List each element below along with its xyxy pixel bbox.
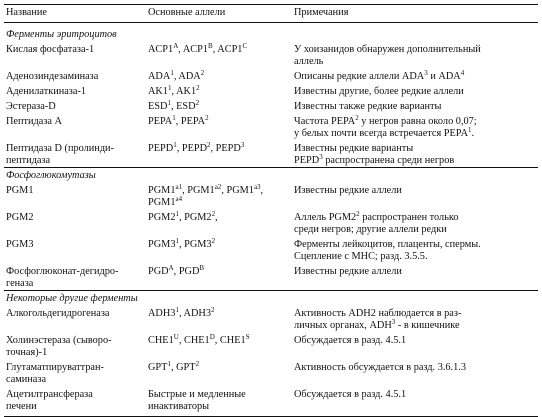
table-row: [4, 263, 538, 291]
text-run: , ADH3: [178, 308, 212, 319]
enzyme-name-cell: [4, 386, 146, 417]
text-run: PGM2: [148, 212, 176, 223]
header-notes: Примечания: [294, 7, 349, 18]
enzyme-name-line: Фосфоглюконат-дегидро-: [6, 266, 119, 277]
enzyme-name-line: PGM2: [6, 212, 34, 223]
section-title: Фосфоглюкомутазы: [4, 168, 538, 183]
text-run: личных органах, ADH: [294, 320, 392, 331]
enzyme-name-line: печени: [6, 401, 37, 412]
text-run: Сцепление с MHC; разд. 3.5.5.: [294, 251, 428, 262]
text-line: [294, 185, 536, 197]
enzyme-name-line: Ацетилтрансфераза: [6, 389, 93, 400]
alleles-cell: [146, 359, 292, 386]
superscript: 2: [196, 84, 200, 92]
superscript: 3: [319, 153, 323, 161]
notes-cell: [292, 182, 538, 209]
text-run: , PEPA: [175, 116, 206, 127]
table-row: [4, 41, 538, 68]
enzyme-name-line: точная)-1: [6, 347, 48, 358]
alleles-cell: [146, 386, 292, 417]
text-run: Обсуждается в разд. 4.5.1: [294, 389, 407, 400]
superscript: 2: [211, 210, 216, 218]
enzyme-name-line: Аденозиндезаминаза: [6, 71, 99, 82]
text-line: [294, 128, 536, 140]
table-row: [4, 332, 538, 359]
section-title: Некоторые другие ферменты: [4, 291, 538, 306]
text-line: [148, 101, 290, 113]
text-run: распространен только: [359, 212, 459, 223]
text-run: инактиваторы: [148, 401, 210, 412]
superscript: 1: [168, 84, 172, 92]
table-row: [4, 359, 538, 386]
enzyme-name-line: PGM1: [6, 185, 34, 196]
text-line: [148, 116, 290, 128]
text-run: , PEPD: [176, 143, 208, 154]
superscript: 1: [468, 126, 472, 134]
enzyme-name-cell: [4, 83, 146, 98]
text-run: Аллель PGM2: [294, 212, 357, 223]
text-line: [294, 86, 536, 98]
superscript: 3: [424, 69, 428, 77]
superscript: 1: [172, 114, 176, 122]
text-run: Активность обсуждается в разд. 3.6.1.3: [294, 362, 467, 373]
superscript: a1: [175, 183, 183, 191]
table-row: [4, 113, 538, 140]
text-line: [148, 44, 290, 56]
text-line: [148, 266, 290, 278]
enzyme-name-cell: [4, 305, 146, 332]
alleles-cell: [146, 83, 292, 98]
text-run: Обсуждается в разд. 4.5.1: [294, 335, 407, 346]
enzyme-name-line: PGM3: [6, 239, 34, 250]
text-run: .: [471, 128, 475, 139]
superscript: A: [173, 42, 179, 50]
text-run: , PGM1: [221, 185, 254, 196]
text-run: - в кишечнике: [395, 320, 460, 331]
superscript: 2: [211, 237, 216, 245]
superscript: 1: [175, 210, 179, 218]
superscript: 1: [173, 141, 177, 149]
text-run: Известны редкие варианты: [294, 143, 414, 154]
text-run: ADH3: [148, 308, 176, 319]
alleles-cell: [146, 332, 292, 359]
notes-cell: [292, 98, 538, 113]
header-name: Название: [6, 7, 47, 18]
text-run: , ESD: [170, 101, 196, 112]
enzyme-name-line: Пептидаза D (пролинди-: [6, 143, 114, 154]
superscript: 1: [167, 99, 171, 107]
superscript: 2: [211, 306, 215, 314]
text-run: PGM1: [148, 185, 176, 196]
alleles-cell: [146, 305, 292, 332]
superscript: 1: [170, 69, 174, 77]
text-run: PGD: [148, 266, 169, 277]
text-line: [294, 320, 536, 332]
alleles-cell: [146, 68, 292, 83]
text-line: [148, 143, 290, 155]
table-row: [4, 386, 538, 417]
enzyme-name-cell: [4, 263, 146, 291]
notes-cell: [292, 263, 538, 291]
enzyme-name-line: Эстераза-D: [6, 101, 56, 112]
table-row: [4, 98, 538, 113]
table-row: [4, 182, 538, 209]
enzyme-name-line: Холинэстераза (сыворо-: [6, 335, 112, 346]
header-alleles: Основные аллели: [148, 7, 226, 18]
text-run: PEPD: [148, 143, 174, 154]
text-line: [148, 71, 290, 83]
text-run: распространена среди негров: [322, 155, 455, 166]
enzyme-name-cell: [4, 182, 146, 209]
enzyme-name-cell: [4, 332, 146, 359]
enzyme-name-line: Глутаматпируваттран-: [6, 362, 104, 373]
text-run: У хоизанидов обнаружен дополнительный: [294, 44, 481, 55]
superscript: S: [245, 333, 250, 341]
superscript: 2: [195, 360, 200, 368]
superscript: 3: [240, 141, 245, 149]
text-line: [294, 155, 536, 167]
superscript: C: [242, 42, 248, 50]
text-run: и ADA: [427, 71, 461, 82]
enzyme-name-cell: [4, 113, 146, 140]
superscript: B: [208, 42, 213, 50]
superscript: 1: [175, 237, 179, 245]
enzyme-name-cell: [4, 68, 146, 83]
text-line: [148, 185, 290, 197]
text-run: ,: [260, 185, 264, 196]
superscript: a3: [253, 183, 261, 191]
superscript: 2: [355, 114, 359, 122]
notes-cell: [292, 83, 538, 98]
superscript: 4: [460, 69, 465, 77]
superscript: 3: [391, 318, 396, 326]
text-run: , PGM3: [178, 239, 212, 250]
text-line: [294, 251, 536, 263]
text-run: Известны также редкие варианты: [294, 101, 442, 112]
superscript: 2: [207, 141, 211, 149]
enzyme-name-line: геназа: [6, 278, 34, 289]
text-line: [294, 239, 536, 251]
text-line: [294, 116, 536, 128]
enzyme-name-line: саминаза: [6, 374, 47, 385]
text-line: [148, 308, 290, 320]
superscript: a4: [175, 195, 183, 203]
text-line: [148, 212, 290, 224]
enzyme-name-line: Кислая фосфатаза-1: [6, 44, 95, 55]
text-run: Известны редкие аллели: [294, 185, 402, 196]
table-row: [4, 305, 538, 332]
text-run: GPT: [148, 362, 168, 373]
text-run: CHE1: [148, 335, 174, 346]
enzyme-name-line: Пептидаза A: [6, 116, 62, 127]
text-line: [294, 389, 536, 401]
text-run: среди негров; другие аллели редки: [294, 224, 447, 235]
enzyme-name-cell: [4, 98, 146, 113]
text-run: , ACP1: [212, 44, 243, 55]
text-run: ESD: [148, 101, 168, 112]
enzyme-name-cell: [4, 359, 146, 386]
text-run: , ACP1: [178, 44, 209, 55]
text-run: Известны редкие аллели: [294, 266, 402, 277]
text-run: PGM1: [148, 197, 176, 208]
notes-cell: [292, 68, 538, 83]
superscript: 2: [195, 99, 200, 107]
superscript: 2: [205, 114, 209, 122]
text-run: Известны другие, более редкие аллели: [294, 86, 464, 97]
notes-cell: [292, 359, 538, 386]
section-header-row: [4, 168, 538, 183]
section-title: Ферменты эритроцитов: [6, 29, 117, 40]
text-line: [294, 362, 536, 374]
superscript: a2: [214, 183, 222, 191]
text-line: [294, 308, 536, 320]
text-run: ADA: [148, 71, 171, 82]
notes-cell: [292, 305, 538, 332]
enzyme-name-line: Алкогольдегидрогеназа: [6, 308, 110, 319]
alleles-cell: [146, 236, 292, 263]
alleles-cell: [146, 140, 292, 168]
enzyme-name-cell: [4, 236, 146, 263]
section-header-row: [4, 23, 538, 42]
text-run: у белых почти всегда встречается PEPA: [294, 128, 469, 139]
text-line: [148, 86, 290, 98]
text-line: [148, 239, 290, 251]
enzyme-alleles-table: [4, 4, 538, 417]
enzyme-name-cell: [4, 140, 146, 168]
text-run: аллель: [294, 56, 324, 67]
text-line: [294, 143, 536, 155]
enzyme-name-cell: [4, 41, 146, 68]
text-line: [148, 335, 290, 347]
table-body: [4, 23, 538, 417]
enzyme-name-line: Аденилаткиназа-1: [6, 86, 87, 97]
notes-cell: [292, 41, 538, 68]
superscript: U: [173, 333, 179, 341]
text-run: , PEPD: [210, 143, 241, 154]
text-line: [294, 44, 536, 56]
notes-cell: [292, 113, 538, 140]
superscript: A: [168, 264, 174, 272]
text-run: , CHE1: [178, 335, 210, 346]
notes-cell: [292, 332, 538, 359]
section-header-row: [4, 291, 538, 306]
table-row: [4, 236, 538, 263]
table-row: [4, 140, 538, 168]
text-run: , CHE1: [214, 335, 246, 346]
text-run: , PGM1: [182, 185, 215, 196]
superscript: D: [209, 333, 215, 341]
text-line: [294, 224, 536, 236]
text-run: AK1: [148, 86, 169, 97]
text-line: [294, 56, 536, 68]
text-run: , AK1: [171, 86, 197, 97]
table-row: [4, 209, 538, 236]
text-run: , GPT: [170, 362, 196, 373]
alleles-cell: [146, 41, 292, 68]
table-row: [4, 83, 538, 98]
text-line: [294, 212, 536, 224]
text-run: ACP1: [148, 44, 174, 55]
table-row: [4, 68, 538, 83]
text-run: PGM3: [148, 239, 176, 250]
notes-cell: [292, 140, 538, 168]
superscript: 2: [356, 210, 360, 218]
table-header-row: [4, 5, 538, 23]
text-line: [148, 389, 290, 401]
alleles-cell: [146, 209, 292, 236]
text-line: [294, 335, 536, 347]
enzyme-name-line: пептидаза: [6, 155, 51, 166]
text-run: , ADA: [173, 71, 201, 82]
notes-cell: [292, 236, 538, 263]
notes-cell: [292, 209, 538, 236]
text-run: PEPD: [294, 155, 320, 166]
superscript: 2: [200, 69, 205, 77]
alleles-cell: [146, 182, 292, 209]
superscript: 1: [175, 306, 179, 314]
text-line: [294, 101, 536, 113]
text-run: Быстрые и медленные: [148, 389, 246, 400]
text-run: Описаны редкие аллели ADA: [294, 71, 425, 82]
text-run: у негров равна около 0,07;: [358, 116, 477, 127]
text-line: [148, 362, 290, 374]
enzyme-name-cell: [4, 209, 146, 236]
text-run: Ферменты лейкоцитов, плаценты, спермы.: [294, 239, 481, 250]
text-line: [148, 401, 290, 413]
alleles-cell: [146, 263, 292, 291]
text-line: [148, 197, 290, 209]
text-run: , PGM2: [178, 212, 212, 223]
superscript: 1: [167, 360, 171, 368]
alleles-cell: [146, 98, 292, 113]
text-run: ,: [215, 212, 218, 223]
alleles-cell: [146, 113, 292, 140]
text-run: Частота PEPA: [294, 116, 356, 127]
superscript: B: [199, 264, 205, 272]
text-run: PEPA: [148, 116, 173, 127]
text-line: [294, 71, 536, 83]
text-line: [294, 266, 536, 278]
text-run: Активность ADH2 наблюдается в раз-: [294, 308, 462, 319]
notes-cell: [292, 386, 538, 417]
text-run: , PGD: [173, 266, 200, 277]
